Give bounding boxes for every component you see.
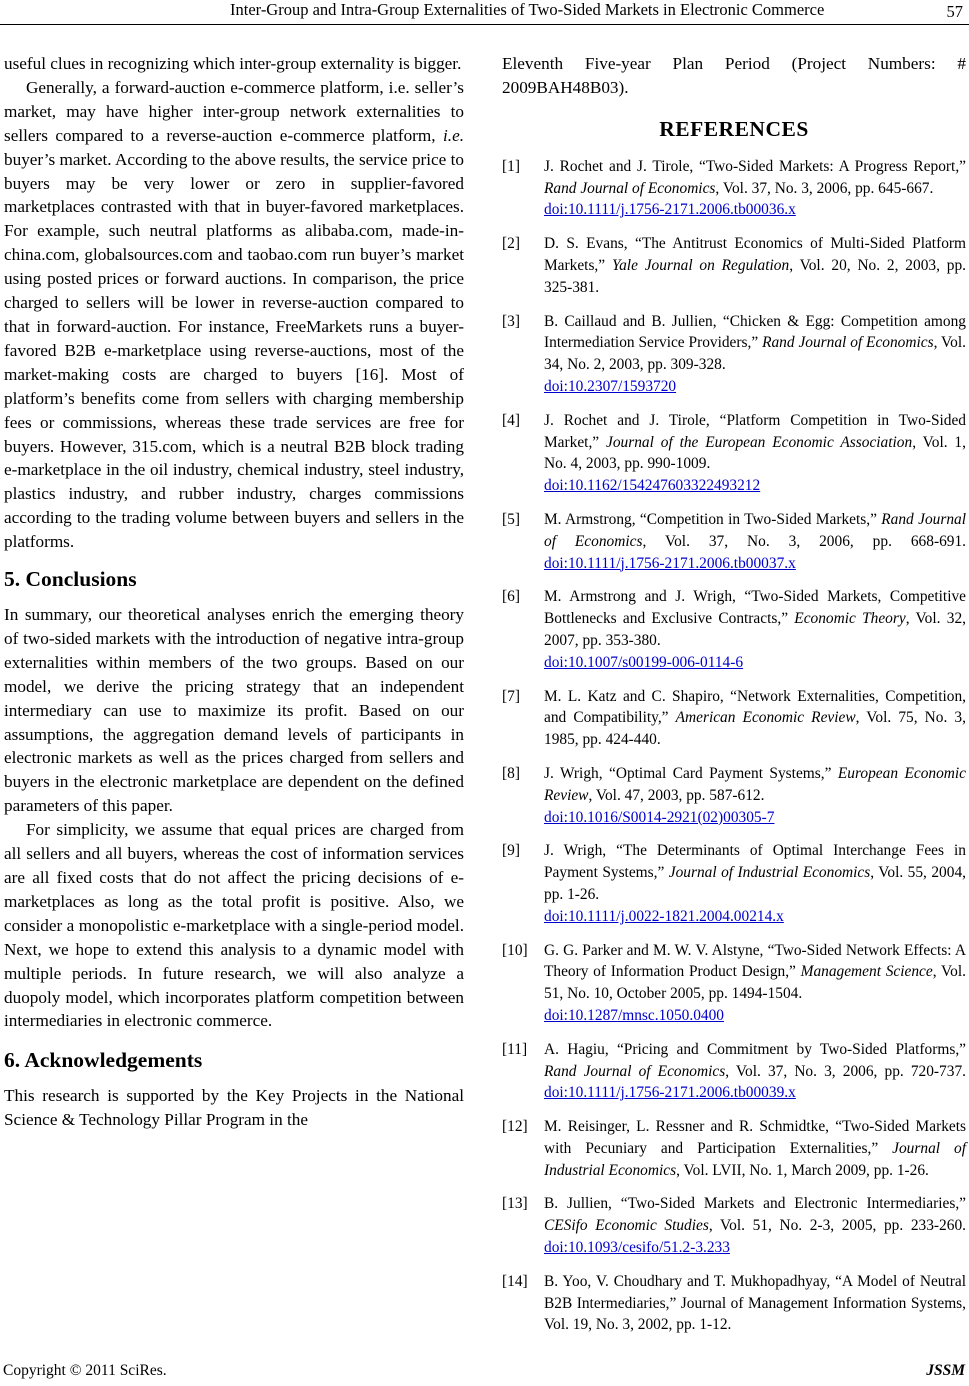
left-column — [4, 52, 464, 1132]
reference-item — [502, 940, 966, 1027]
journal-name: European Economic Review — [544, 764, 967, 804]
journal-name: Management Science — [800, 963, 933, 981]
reference-item — [502, 840, 966, 927]
journal-name: Yale Journal on Regulation — [611, 257, 790, 274]
reference-text: B. Yoo, V. Choudhary and T. Mukhopadhyay, “A Model of Neutral B2B Intermediaries,” Journal of Management Information Systems, Vol. 19, No. 3, 2002, pp. 1-12. — [544, 1272, 966, 1334]
reference-text: J. Rochet and J. Tirole, “Two-Sided Markets: A Progress Report,” Rand Journal of Economics, Vol. 37, No. 3, 2006, pp. 645-667. doi:10.1111/j.1756-2171.2006.tb00036.x — [544, 157, 966, 219]
reference-item — [502, 509, 966, 574]
reference-item — [502, 156, 966, 221]
paragraph: Generally, a forward-auction e-commerce platform, i.e. seller’s market, may have higher inter-group network externalities to sellers compared to a reverse-auction e-commerce platform, i.e. buyer’s market. According to the above results, the service price to buyers may be very lower or zero in supplier-favored marketplaces contrasted with that in buyer-favored marketplaces. For example, such neutral platforms as alibaba.com, made-in-china.com, globalsources.com and taobao.com run buyer’s market using posted prices or forward auctions. In comparison, the price charged to sellers will be lower in reverse-auction compared to that in forward-auction. For instance, FreeMarkets runs a buyer-favored B2B e-marketplace using reverse-auctions, most of the market-making costs are charged to buyers [16]. Most of platform’s benefits come from sellers with charging membership fees or commissions, whereas these trade services are free for buyers. However, 315.com, which is a neutral B2B block trading e-marketplace in the oil industry, chemical industry, steel industry, plastics industry, and rubber industry, charges commissions according to the trading volume between buyers and sellers in the platforms. — [4, 77, 464, 552]
journal-name: Journal of Industrial Economics — [544, 1139, 966, 1179]
journal-name: Journal of the European Economic Association — [606, 433, 913, 451]
reference-text: M. Armstrong and J. Wrigh, “Two-Sided Markets, Competitive Bottlenecks and Exclusive Contracts,” Economic Theory, Vol. 32, 2007, pp. 353-380. doi:10.1007/s00199-006-0114-6 — [544, 588, 966, 671]
reference-number: [7] — [502, 687, 520, 705]
reference-item — [502, 763, 966, 828]
reference-item — [502, 410, 966, 497]
reference-text: J. Rochet and J. Tirole, “Platform Competition in Two-Sided Market,” Journal of the European Economic Association, Vol. 1, No. 4, 2003, pp. 990-1009. doi:10.1162/154247603322493212 — [544, 411, 966, 495]
reference-number: [9] — [502, 842, 520, 860]
reference-number: [11] — [502, 1040, 528, 1058]
doi-link[interactable]: doi:10.1007/s00199-006-0114-6 — [544, 653, 744, 671]
reference-text: A. Hagiu, “Pricing and Commitment by Two-Sided Platforms,” Rand Journal of Economics, Vol. 37, No. 3, 2006, pp. 720-737. doi:10.1111/j.1756-2171.2006.tb00039.x — [544, 1040, 966, 1102]
doi-link[interactable]: doi:10.1111/j.1756-2171.2006.tb00036.x — [544, 201, 796, 219]
reference-number: [1] — [502, 157, 520, 175]
running-title: Inter-Group and Intra-Group Externalities of Two-Sided Markets in Electronic Commerce — [230, 0, 825, 19]
reference-item — [502, 233, 966, 298]
reference-text: M. L. Katz and C. Shapiro, “Network Externalities, Competition, and Compatibility,” American Economic Review, Vol. 75, No. 3, 1985, pp. 424-440. — [544, 687, 966, 749]
reference-number: [14] — [502, 1272, 528, 1290]
header-rule — [0, 24, 969, 25]
doi-link[interactable]: doi:10.1162/154247603322493212 — [544, 477, 761, 495]
journal-name: Rand Journal of Economics — [544, 510, 966, 550]
reference-text: M. Armstrong, “Competition in Two-Sided Markets,” Rand Journal of Economics, Vol. 37, No. 3, 2006, pp. 668-691. doi:10.1111/j.1756-2171.2006.tb00037.x — [544, 510, 966, 572]
paragraph: useful clues in recognizing which inter-group externality is bigger. — [4, 54, 462, 73]
journal-name: Journal of Industrial Economics — [668, 864, 871, 882]
paragraph: In summary, our theoretical analyses enrich the emerging theory of two-sided markets with the introduction of negative intra-group externalities within members of the two groups. Based on our model, we derive the pricing strategy that an independent intermediary can use to maximize its profit. Based on our assumptions, the aggregation demand levels of participants in electronic markets as well as the prices charged from sellers and buyers in the electronic marketplace are dependent on the defined parameters of this paper. — [4, 605, 464, 816]
references-heading: REFERENCES — [659, 116, 809, 141]
section-heading-acknowledgements: 6. Acknowledgements — [4, 1048, 203, 1073]
reference-text: B. Caillaud and B. Jullien, “Chicken & Egg: Competition among Intermediation Service Providers,” Rand Journal of Economics, Vol. 34, No. 2, 2003, pp. 309-328. doi:10.2307/1593720 — [544, 312, 966, 395]
reference-item — [502, 1039, 966, 1104]
doi-link[interactable]: doi:10.1111/j.0022-1821.2004.00214.x — [544, 907, 784, 925]
reference-number: [13] — [502, 1195, 528, 1213]
reference-text: D. S. Evans, “The Antitrust Economics of Multi-Sided Platform Markets,” Yale Journal on Regulation, Vol. 20, No. 2, 2003, pp. 325-381. — [544, 235, 967, 296]
doi-link[interactable]: doi:10.1111/j.1756-2171.2006.tb00037.x — [544, 554, 796, 572]
journal-name: American Economic Review — [675, 709, 856, 727]
reference-number: [2] — [502, 235, 520, 253]
section-heading-conclusions: 5. Conclusions — [4, 567, 137, 592]
doi-link[interactable]: doi:10.1287/mnsc.1050.0400 — [544, 1006, 724, 1024]
reference-number: [10] — [502, 941, 528, 959]
reference-text: G. G. Parker and M. W. V. Alstyne, “Two-Sided Network Effects: A Theory of Information Product Design,” Management Science, Vol. 51, No. 10, October 2005, pp. 1494-1504. doi:10.1287/mnsc.1050.0400 — [544, 941, 966, 1024]
reference-text: M. Reisinger, L. Ressner and R. Schmidtke, “Two-Sided Markets with Pecuniary and Participation Externalities,” Journal of Industrial Economics, Vol. LVII, No. 1, March 2009, pp. 1-26. — [544, 1118, 966, 1179]
reference-number: [6] — [502, 588, 520, 606]
reference-item — [502, 1116, 966, 1181]
reference-number: [4] — [502, 411, 520, 429]
journal-name: Rand Journal of Economics — [762, 334, 934, 352]
paragraph: Eleventh Five-year Plan Period (Project Numbers: # 2009BAH48B03). — [502, 54, 966, 97]
doi-link[interactable]: doi:10.1093/cesifo/51.2-3.233 — [544, 1239, 730, 1257]
doi-link[interactable]: doi:10.2307/1593720 — [544, 377, 677, 395]
reference-number: [5] — [502, 510, 520, 528]
journal-abbreviation: JSSM — [926, 1362, 965, 1379]
reference-list — [502, 156, 966, 1336]
journal-name: Rand Journal of Economics — [544, 179, 716, 197]
journal-name: Economic Theory — [794, 610, 906, 628]
journal-name: Rand Journal of Economics — [544, 1062, 726, 1080]
page-number: 57 — [946, 2, 963, 21]
right-column — [502, 52, 966, 1348]
page-header — [0, 0, 969, 26]
reference-item — [502, 686, 966, 751]
reference-number: [3] — [502, 312, 520, 330]
copyright-notice: Copyright © 2011 SciRes. — [3, 1362, 167, 1379]
paragraph: This research is supported by the Key Projects in the National Science & Technology Pillar Program in the — [4, 1086, 464, 1130]
doi-link[interactable]: doi:10.1111/j.1756-2171.2006.tb00039.x — [544, 1084, 796, 1102]
journal-name: CESifo Economic Studies — [544, 1217, 709, 1235]
doi-link[interactable]: doi:10.1016/S0014-2921(02)00305-7 — [544, 808, 775, 826]
reference-item — [502, 311, 966, 398]
reference-text: J. Wrigh, “Optimal Card Payment Systems,” European Economic Review, Vol. 47, 2003, pp. 587-612. doi:10.1016/S0014-2921(02)00305-7 — [544, 764, 967, 826]
reference-text: J. Wrigh, “The Determinants of Optimal Interchange Fees in Payment Systems,” Journal of Industrial Economics, Vol. 55, 2004, pp. 1-26. doi:10.1111/j.0022-1821.2004.00214.x — [544, 842, 966, 925]
reference-number: [8] — [502, 764, 520, 782]
paragraph: For simplicity, we assume that equal prices are charged from all sellers and all buyers, whereas the cost of information services are all fixed costs that do not affect the pricing decisions of e-marketplaces as long as the total profit is positive. Also, we consider a monopolistic e-marketplace with a single-period model. Next, we hope to extend this analysis to a dynamic model with multiple periods. In future research, we will also analyze a duopoly model, which incorporates platform competition between intermediaries in electronic commerce. — [4, 820, 464, 1031]
reference-item — [502, 1193, 966, 1258]
reference-text: B. Jullien, “Two-Sided Markets and Electronic Intermediaries,” CESifo Economic Studies, Vol. 51, No. 2-3, 2005, pp. 233-260. doi:10.1093/cesifo/51.2-3.233 — [544, 1195, 966, 1257]
reference-item — [502, 1271, 966, 1336]
reference-item — [502, 586, 966, 673]
reference-number: [12] — [502, 1118, 528, 1136]
